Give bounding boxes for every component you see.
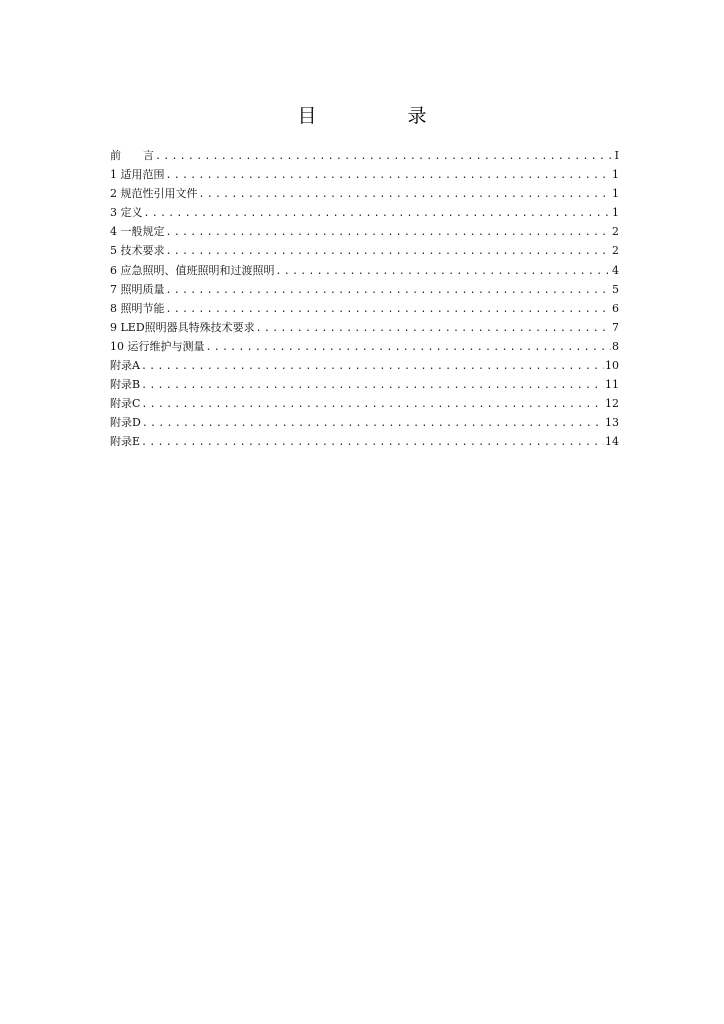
toc-dot-leader [141,376,604,394]
toc-entry-page-number: 1 [612,206,619,220]
toc-dot-leader [144,204,612,222]
toc-entry-page-number: 2 [612,244,619,258]
toc-entry-title: 1 适用范围 [110,168,165,182]
toc-entry[interactable] [110,261,619,280]
toc-entry[interactable] [110,280,619,299]
toc-entry-title: 8 照明节能 [110,301,165,315]
toc-dot-leader [166,300,612,318]
toc-dot-leader [276,262,612,280]
toc-entry-title: 5 技术要求 [110,244,165,258]
page-title: 目 录 [297,105,463,127]
toc-entry-page-number: 12 [605,397,619,411]
toc-dot-leader [199,185,612,203]
toc-entry-page-number: 7 [612,320,619,334]
toc-entry[interactable] [110,375,619,394]
toc-entry-title: 6 应急照明、值班照明和过渡照明 [110,263,275,277]
toc-entry-page-number: 11 [605,378,619,392]
toc-dot-leader [155,147,614,165]
toc-entry[interactable] [110,184,619,203]
toc-entry-page-number: 10 [605,359,619,373]
toc-entry[interactable] [110,337,619,356]
toc-dot-leader [141,433,604,451]
toc-entry-title: 2 规范性引用文件 [110,187,198,201]
toc-dot-leader [141,357,604,375]
toc-entry-page-number: 5 [612,282,619,296]
toc-entry[interactable] [110,413,619,432]
toc-entry-page-number: 2 [612,225,619,239]
toc-entry[interactable] [110,222,619,241]
toc-entry-title: 附录A [110,359,140,373]
toc-entry[interactable] [110,356,619,375]
table-of-contents [110,146,619,452]
toc-entry[interactable] [110,394,619,413]
toc-entry-title: 4 一般规定 [110,225,165,239]
toc-entry[interactable] [110,318,619,337]
toc-dot-leader [142,414,604,432]
toc-dot-leader [166,242,612,260]
toc-entry-page-number: 4 [612,263,619,277]
toc-dot-leader [166,223,612,241]
toc-entry[interactable] [110,299,619,318]
toc-dot-leader [206,338,612,356]
toc-entry-page-number: 6 [612,301,619,315]
toc-entry-page-number: 1 [612,168,619,182]
toc-entry-title: 3 定义 [110,206,143,220]
toc-entry-page-number: 8 [612,339,619,353]
toc-entry-page-number: 13 [605,416,619,430]
toc-entry-title: 7 照明质量 [110,282,165,296]
toc-entry-page-number: I [614,149,619,162]
toc-dot-leader [166,166,612,184]
toc-entry[interactable] [110,241,619,260]
toc-entry[interactable] [110,146,619,165]
toc-entry[interactable] [110,203,619,222]
toc-entry[interactable] [110,432,619,451]
toc-entry-title: 附录E [110,435,141,449]
toc-entry[interactable] [110,165,619,184]
toc-dot-leader [141,395,604,413]
toc-entry-title: 附录B [110,378,141,392]
toc-dot-leader [256,319,611,337]
toc-dot-leader [166,281,612,299]
toc-entry-page-number: 14 [605,435,619,449]
toc-entry-title: 前 言 [110,149,154,162]
toc-entry-title: 附录D [110,416,141,430]
toc-entry-title: 9 LED照明器具特殊技术要求 [110,320,255,334]
toc-entry-title: 附录C [110,397,141,411]
toc-entry-page-number: 1 [612,187,619,201]
toc-entry-title: 10 运行维护与测量 [110,339,205,353]
